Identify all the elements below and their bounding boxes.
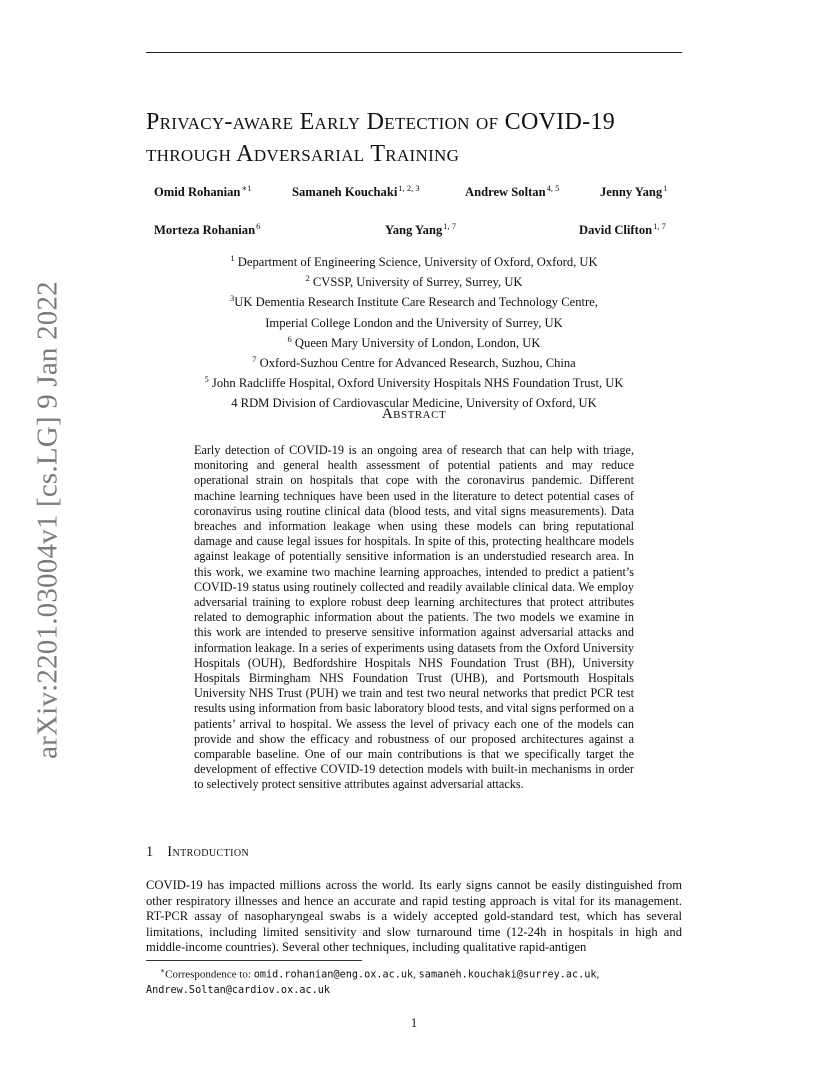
author: [385, 221, 456, 238]
affiliation-marker: 6: [287, 333, 292, 344]
footnote-separator: ,: [413, 968, 419, 981]
affiliation-text: UK Dementia Research Institute Care Research and Technology Centre,: [234, 295, 598, 310]
footnote: [146, 963, 686, 998]
footnote-line: [146, 963, 686, 983]
affiliation-marker: 1: [230, 253, 235, 263]
section-heading: [146, 844, 249, 861]
affiliation-line: [146, 331, 682, 351]
author-name: Andrew Soltan: [465, 185, 546, 200]
author: [465, 183, 559, 200]
footnote-rule: [146, 960, 362, 961]
author-name: Morteza Rohanian: [154, 223, 256, 238]
section-title: Introduction: [167, 844, 250, 860]
arxiv-identifier: arXiv:2201.03004v1 [cs.LG] 9 Jan 2022: [31, 281, 64, 759]
author: [154, 183, 251, 200]
affiliation-marker: 3: [230, 293, 235, 304]
author: [154, 221, 260, 238]
affiliation-line: [146, 290, 682, 310]
affiliation-text: Queen Mary University of London, London, UK: [291, 335, 541, 350]
affiliation-text: 4 RDM Division of Cardiovascular Medicine, University of Oxford, UK: [231, 396, 597, 411]
affiliation-line: [146, 250, 682, 270]
affiliation-text: Oxford-Suzhou Centre for Advanced Research, Suzhou, China: [256, 356, 576, 371]
affiliation-text: Department of Engineering Science, University of Oxford, Oxford, UK: [234, 255, 598, 270]
affiliation-line: [146, 371, 682, 391]
footnote-line: [146, 983, 686, 998]
title-line-2: through Adversarial Training: [146, 141, 460, 167]
page-number: 1: [410, 1016, 418, 1030]
affiliation-marker: 7: [252, 353, 257, 364]
footnote-separator: ,: [596, 968, 600, 981]
author-name: Jenny Yang: [600, 185, 663, 200]
top-rule: [146, 52, 682, 53]
paper-title: [146, 106, 706, 170]
author-affiliation-marker: 4, 5: [546, 183, 560, 193]
abstract-body: Early detection of COVID-19 is an ongoing area of research that can help with triage, monitoring and general health assessment of potential patients and may reduce operational strain on hospitals that cope with the coronavirus pandemic. Different machine learning techniques have been used in the literature to detect potential cases of coronavirus using routine clinical data (blood tests, and vital signs measurements). Data breaches and information leakage when using these models can bring reputational damage and cause legal issues for hospitals. In spite of this, protecting healthcare models against leakage of potentially sensitive information is an understudied research area. In this work, we examine two machine learning approaches, intended to predict a patient’s COVID-19 status using routinely collected and readily available clinical data. We employ adversarial training to explore robust deep learning architectures that protect attributes related to demographic information about the patients. The two models we examine in this work are intended to preserve sensitive information against adversarial attacks and information leakage. In a series of experiments using datasets from the Oxford University Hospitals (OUH), Bedfordshire Hospitals NHS Foundation Trust (BH), University Hospitals Birmingham NHS Foundation Trust (UHB), and Portsmouth Hospitals University NHS Trust (PUH) we train and test two neural networks that predict PCR test results using information from basic laboratory blood tests, and vital signs performed on a patients’ arrival to hospital. We assess the level of privacy each one of the models can provide and show the efficacy and robustness of our proposed architectures against a comparable baseline. One of our main contributions is that we specifically target the development of effective COVID-19 detection models with built-in mechanisms in order to selectively protect sensitive attributes against adversarial attacks.: [194, 443, 634, 792]
affiliation-text: CVSSP, University of Surrey, Surrey, UK: [309, 275, 523, 290]
author-affiliation-marker: 1, 7: [653, 221, 666, 231]
affiliation-line: [146, 270, 682, 290]
email-link[interactable]: omid.rohanian@eng.ox.ac.uk: [253, 969, 414, 981]
author: [292, 183, 420, 200]
affiliation-text: Imperial College London and the University of Surrey, UK: [265, 315, 563, 330]
author-name: David Clifton: [579, 223, 653, 238]
affiliation-text: John Radcliffe Hospital, Oxford University Hospitals NHS Foundation Trust, UK: [208, 376, 624, 391]
footnote-label: Correspondence to:: [165, 968, 254, 981]
email-link[interactable]: Andrew.Soltan@cardiov.ox.ac.uk: [146, 985, 331, 997]
title-line-1: Privacy-aware Early Detection of COVID-19: [146, 109, 616, 135]
author-affiliation-marker: 6: [256, 221, 261, 231]
footnote-marker: ∗: [160, 966, 166, 975]
author: [600, 183, 667, 200]
affiliation-marker: 2: [305, 273, 310, 284]
affiliation-line: [146, 351, 682, 371]
section-number: 1: [146, 844, 154, 860]
abstract-heading: Abstract: [381, 406, 447, 422]
author-name: Samaneh Kouchaki: [292, 185, 398, 200]
author: [579, 221, 666, 238]
author-affiliation-marker: 1: [663, 183, 668, 193]
author-affiliation-marker: 1, 7: [443, 221, 457, 231]
author-affiliation-marker: 1, 2, 3: [398, 183, 420, 193]
affiliations: [146, 250, 682, 412]
author-affiliation-marker: ∗1: [241, 183, 252, 193]
affiliation-line: [146, 311, 682, 331]
author-name: Yang Yang: [385, 223, 443, 238]
author-name: Omid Rohanian: [154, 185, 241, 200]
introduction-body: COVID-19 has impacted millions across the world. Its early signs cannot be easily distinguished from other respiratory illnesses and hence an accurate and rapid testing approach is vital for its management. RT-PCR assay of nasopharyngeal swabs is a widely accepted gold-standard test, which has several limitations, including limited sensitivity and slow turnaround time (12-24h in hospitals in high and middle-income countries). Several other techniques, including qualitative rapid-antigen: [146, 878, 682, 955]
affiliation-marker: 5: [204, 374, 209, 385]
email-link[interactable]: samaneh.kouchaki@surrey.ac.uk: [418, 969, 597, 981]
